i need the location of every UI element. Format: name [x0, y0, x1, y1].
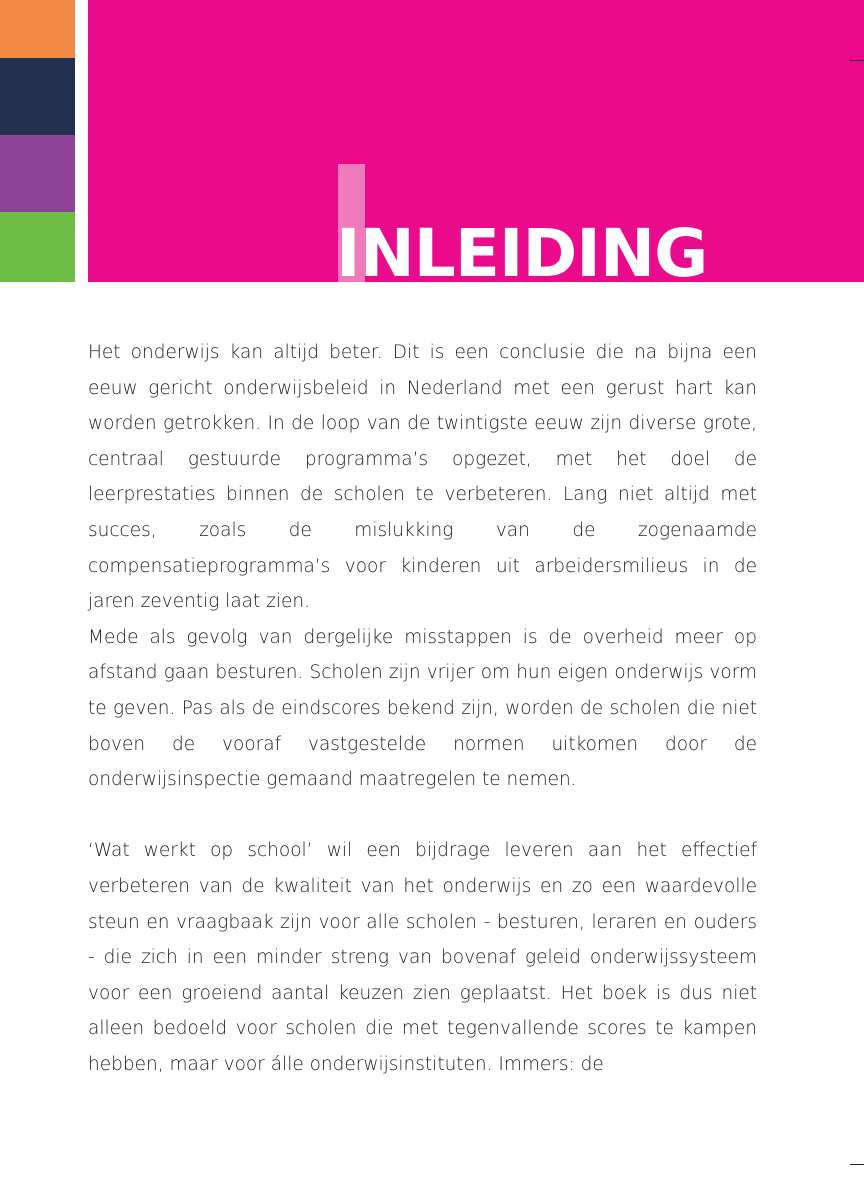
- paragraph-government: Mede als gevolg van dergelijke misstappen is de overheid meer op afstand gaan besturen. Scholen zijn vrijer om hun eigen onderwijs vorm te geven. Pas als de eindscores bekend zijn, worden de scholen die niet boven de vooraf vastgestelde normen uitkomen door de onderwijsinspectie gemaand maatregelen te nemen.: [88, 626, 757, 791]
- color-strip-green: [0, 212, 75, 282]
- color-strip-purple: [0, 135, 75, 212]
- paragraph-intro: Het onderwijs kan altijd beter. Dit is een conclusie die na bijna een eeuw gericht onderwijsbeleid in Nederland met een gerust hart kan worden getrokken. In de loop van de twintigste eeuw zijn diverse grote, centraal gestuurde programma’s opgezet, met het doel de leerprestaties binnen de scholen te verbeteren. Lang niet altijd met succes, zoals de mislukking van de zogenaamde compensatieprogramma’s voor kinderen uit arbeidersmilieus in de jaren zeventig laat zien.: [88, 342, 757, 613]
- color-strip-orange: [0, 0, 75, 58]
- crop-mark-bottom: [850, 1164, 864, 1165]
- body-text: [88, 335, 757, 1082]
- paragraph-book-purpose: ‘Wat werkt op school’ wil een bijdrage leveren aan het effectief verbeteren van de kwaliteit van het onderwijs en zo een waardevolle steun en vraagbaak zijn voor alle scholen - besturen, leraren en ouders - die zich in een minder streng van bovenaf geleid onderwijssysteem voor een groeiend aantal keuzen zien geplaatst. Het boek is dus niet alleen bedoeld voor scholen die met tegenvallende scores te kampen hebben, maar voor álle onderwijsinstituten. Immers: de: [88, 840, 757, 1075]
- color-strip-navy: [0, 58, 75, 135]
- page-title: INLEIDING: [336, 215, 708, 282]
- crop-mark-top: [850, 60, 864, 61]
- header-banner: [88, 0, 864, 282]
